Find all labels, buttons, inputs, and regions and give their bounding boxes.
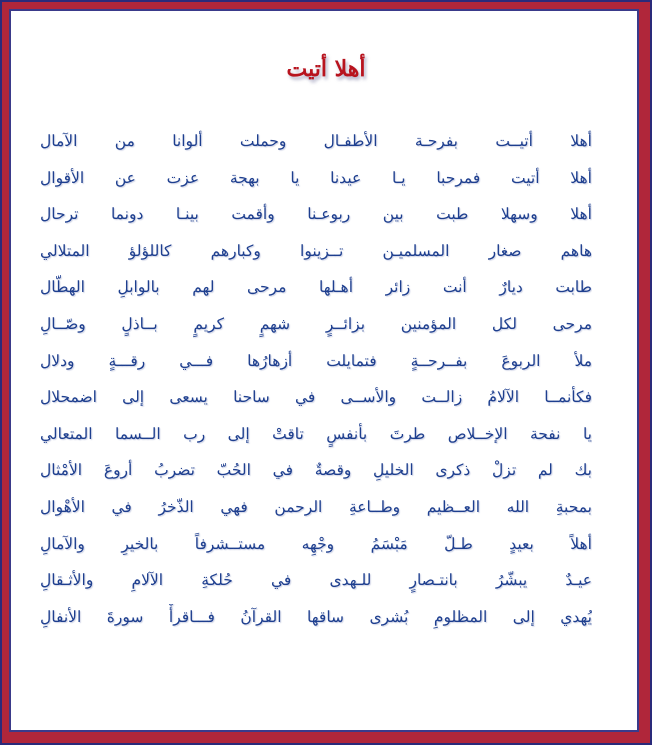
verse-line: يُهدي إلى المظلومِ بُشرى ساقها القرآنُ فـــاقرأْ سورةَ الأنفالِ: [40, 607, 592, 626]
verse-line: أهلا أتيت فمرحبا يـا عيدنا يا بهجة عزت عن الأقوال: [40, 168, 592, 187]
poem-title: أهلا أتيت: [286, 56, 366, 82]
verse-line: هاهم صغار المسلميـن تــزينوا وكبارهم كاللؤلؤ المتلالي: [40, 241, 592, 260]
verse-line: فكأنمــا الآلامُ زالــت والأســى في ساحنا يسعى إلى اضمحلال: [40, 388, 592, 407]
verse-line: ملأ الربوعَ بفــرحــةٍ فتمايلت أزهارُها فـــي رقـــةٍ ودلال: [40, 351, 592, 370]
verse-line: بمحبةِ الله العــظيم وطــاعةِ الرحمن فهي الذّخرُ في الأهْوال: [40, 497, 592, 516]
poem-verses: [40, 128, 592, 640]
verse-line: طابت ديارٌ أنت زائر أهـلها مرحى لهم بالوابلِ الهطّال: [40, 278, 592, 297]
verse-line: بك لم تزلْ ذكرى الخليلِ وقصةٌ في الحُبّ تضربُ أروعَ الأمْثال: [40, 461, 592, 480]
verse-line: أهلا أتيــت بفرحـة الأطفـال وحملت ألوانا من الآمال: [40, 132, 592, 150]
verse-line: عيـدٌ يبشّرُ بانتـصارٍ للـهدى في حُلكةِ الآلامِ والأثـقالِ: [40, 571, 592, 590]
verse-line: أهلا وسهلا طبت بين ربوعـنا وأقمت بينـا دونما ترحال: [40, 205, 592, 224]
verse-line: يا نفحة الإخــلاص طرتَ بأنفسٍ تاقتْ إلى رب الــسما المتعالي: [40, 424, 592, 443]
verse-line: مرحى لكل المؤمنين بزائــرٍ شهمٍ كريمٍ بــاذلٍ وصّــالِ: [40, 314, 592, 333]
verse-line: أهلاً بعيدٍ طـلّ مَبْسَمُ وجْهِه مستــشرفاً بالخيرِ والآمالِ: [40, 534, 592, 553]
